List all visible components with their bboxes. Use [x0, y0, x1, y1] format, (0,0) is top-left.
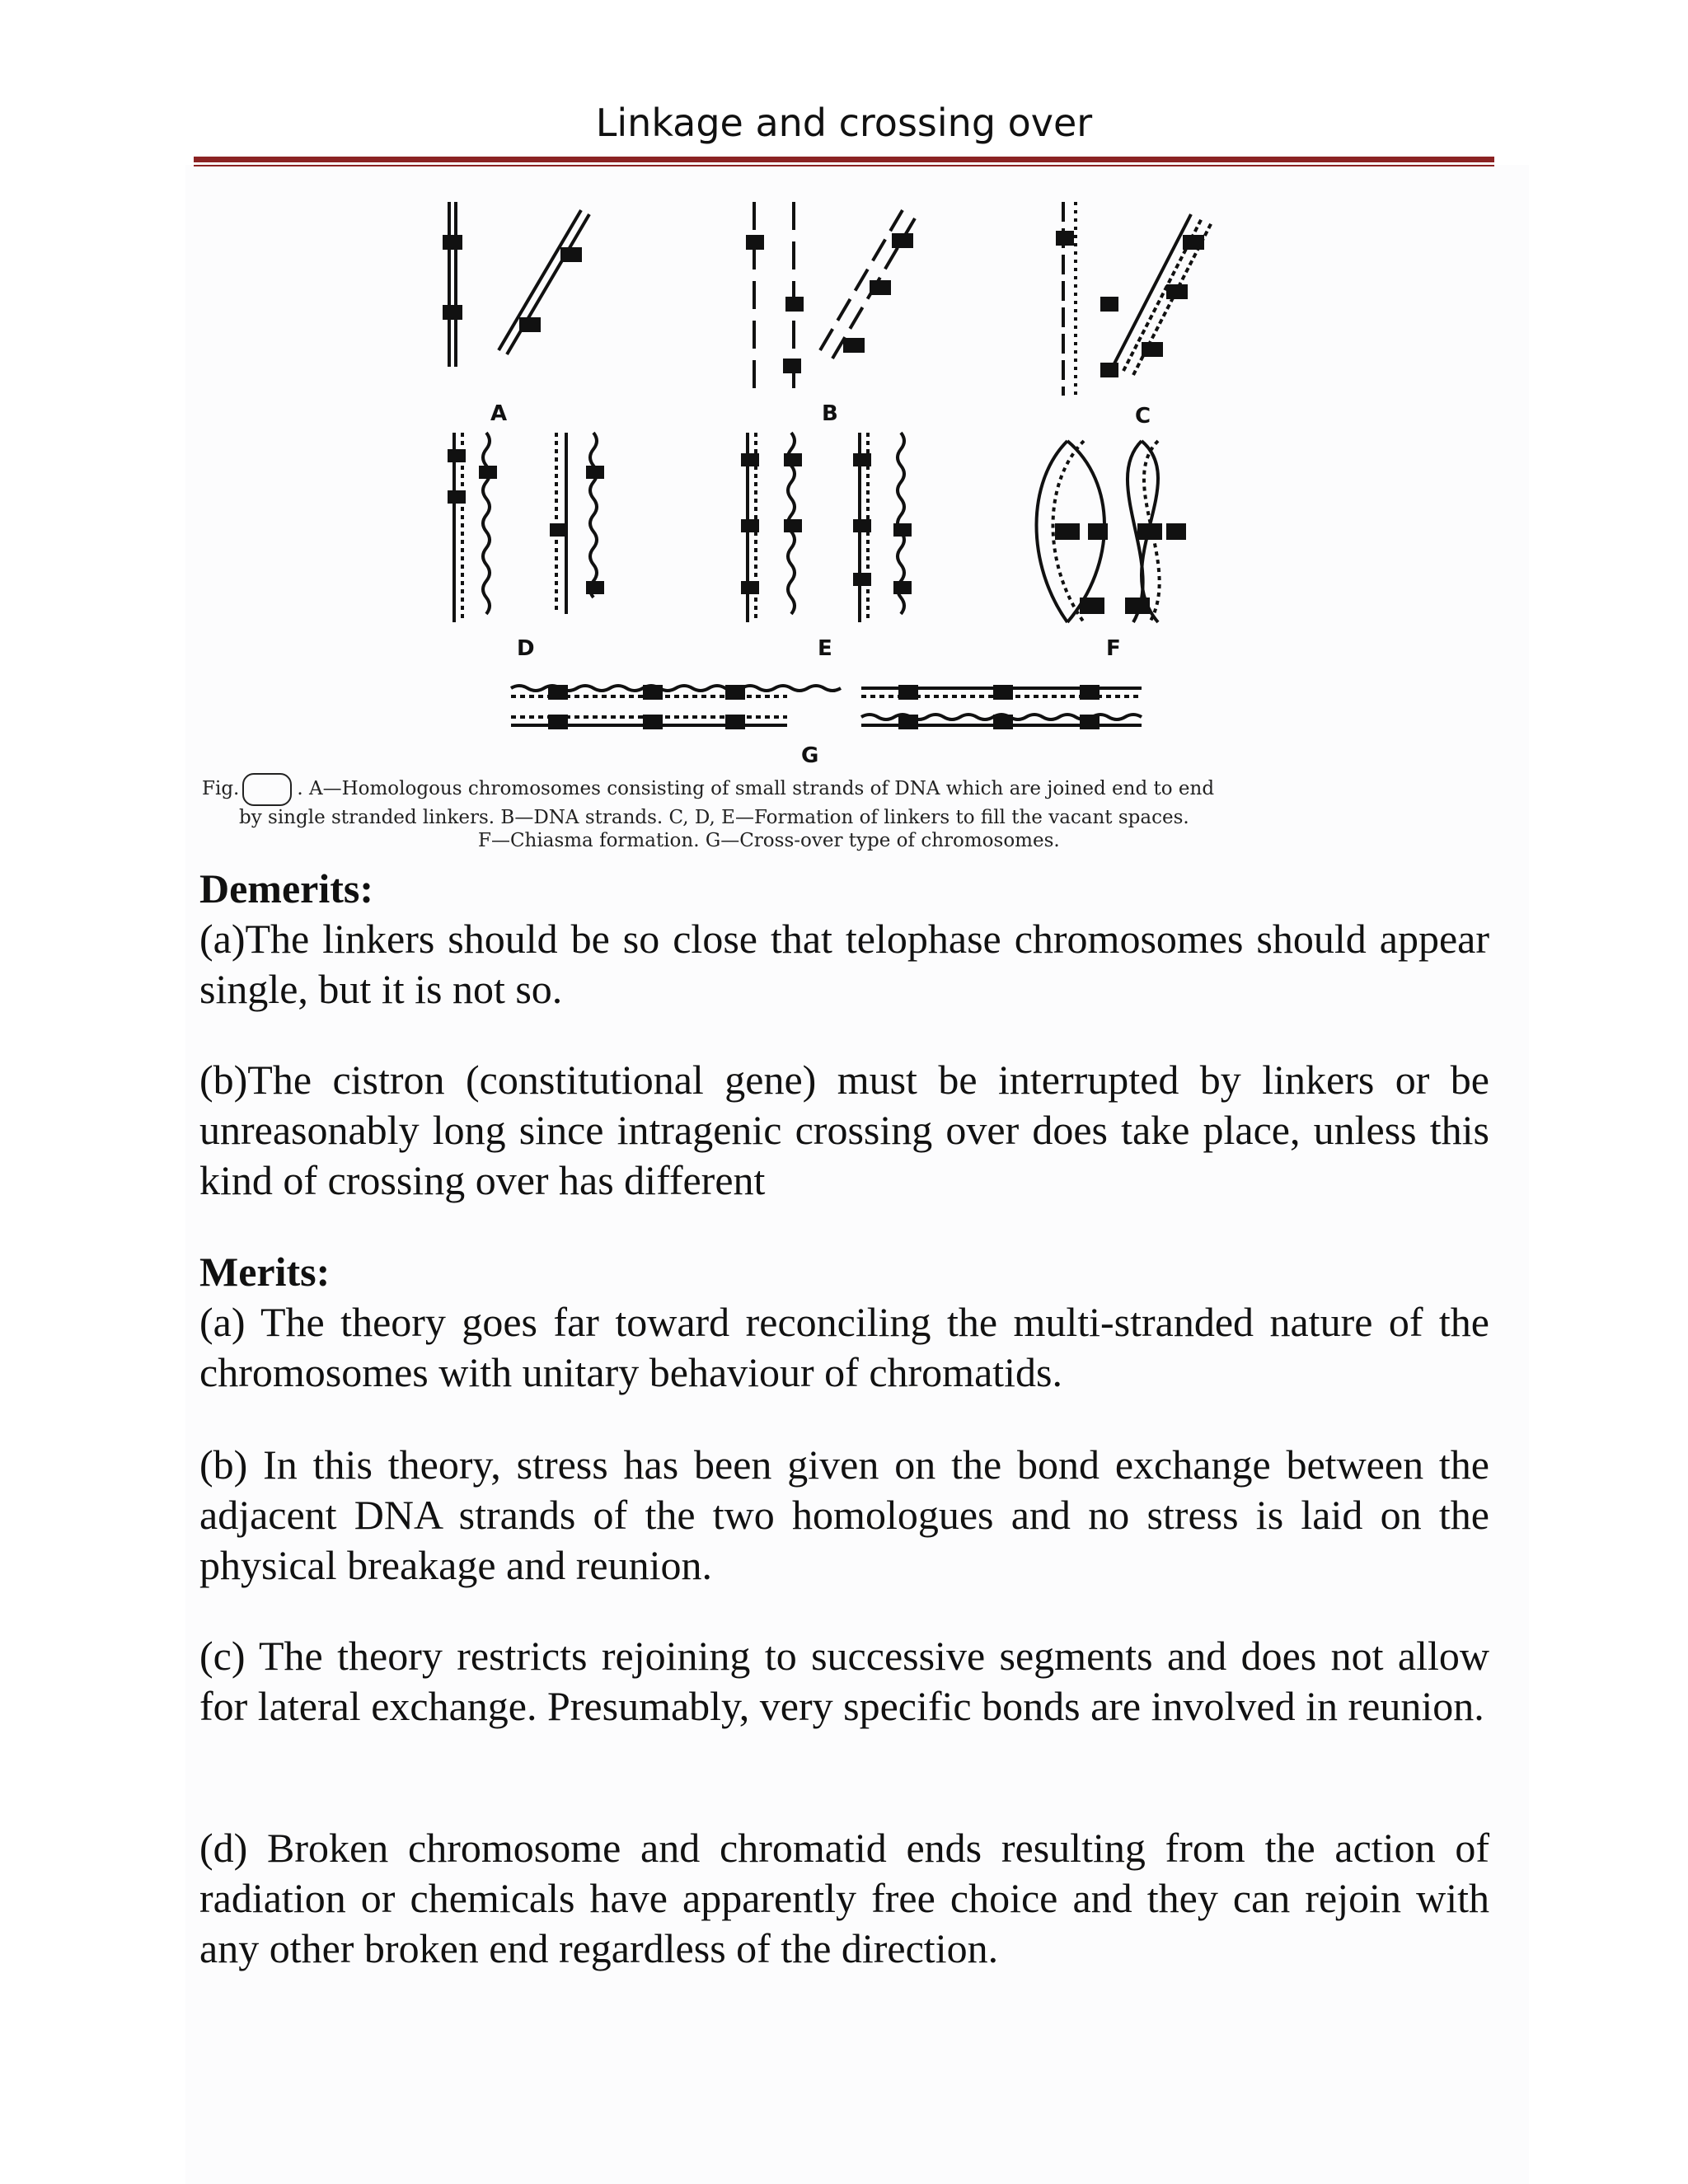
caption-text-1: . A—Homologous chromosomes consisting of small strands of DNA which are joined end to end [297, 778, 1215, 799]
merit-item-a: (a) The theory goes far toward reconciling the multi-stranded nature of the chromosomes with unitary behaviour of chromatids. [199, 1299, 1489, 1395]
merit-b-block [199, 1440, 1489, 1591]
figure-caption [202, 773, 1529, 852]
demerit-item-a: (a)The linkers should be so close that telophase chromosomes should appear single, but it is not so. [199, 916, 1489, 1012]
header-rule-thin [194, 165, 1494, 166]
merit-c-block [199, 1631, 1489, 1732]
panel-label-b: B [822, 401, 838, 426]
merit-d-block [199, 1823, 1489, 1974]
merit-item-c: (c) The theory restricts rejoining to successive segments and does not allow for lateral exchange. Presumably, very specific bonds are involved in reunion. [199, 1633, 1489, 1729]
caption-prefix: Fig. [202, 778, 240, 799]
merits-section [199, 1247, 1489, 1398]
caption-line-1 [202, 773, 1529, 806]
panel-label-e: E [818, 636, 832, 661]
demerits-section [199, 864, 1489, 1015]
caption-line-3: F—Chiasma formation. G—Cross-over type of chromosomes. [478, 830, 1060, 851]
demerit-item-b: (b)The cistron (constitutional gene) must be interrupted by linkers or be unreasonably long since intragenic crossing over does take place, unless this kind of crossing over has different [199, 1057, 1489, 1203]
demerit-b-block [199, 1055, 1489, 1206]
panel-label-d: D [517, 636, 535, 661]
header-rule [194, 157, 1494, 162]
panel-label-c: C [1135, 404, 1151, 429]
merits-heading: Merits: [199, 1249, 331, 1295]
chromosome-diagram [194, 194, 1529, 771]
chromosome-figure [194, 194, 1529, 865]
panel-label-g: G [801, 743, 819, 768]
demerits-heading: Demerits: [199, 865, 373, 912]
panel-label-f: F [1106, 636, 1121, 661]
page-title: Linkage and crossing over [595, 101, 1093, 145]
merit-item-d: (d) Broken chromosome and chromatid ends resulting from the action of radiation or chemicals have apparently free choice and they can rejoin with any other broken end regardless of the direction. [199, 1825, 1489, 1971]
figure-number-box [242, 773, 292, 806]
caption-line-2: by single stranded linkers. B—DNA strands. C, D, E—Formation of linkers to fill the vacant spaces. [239, 807, 1189, 828]
panel-label-a: A [490, 401, 508, 426]
merit-item-b: (b) In this theory, stress has been given on the bond exchange between the adjacent DNA strands of the two homologues and no stress is laid on the physical breakage and reunion. [199, 1441, 1489, 1588]
